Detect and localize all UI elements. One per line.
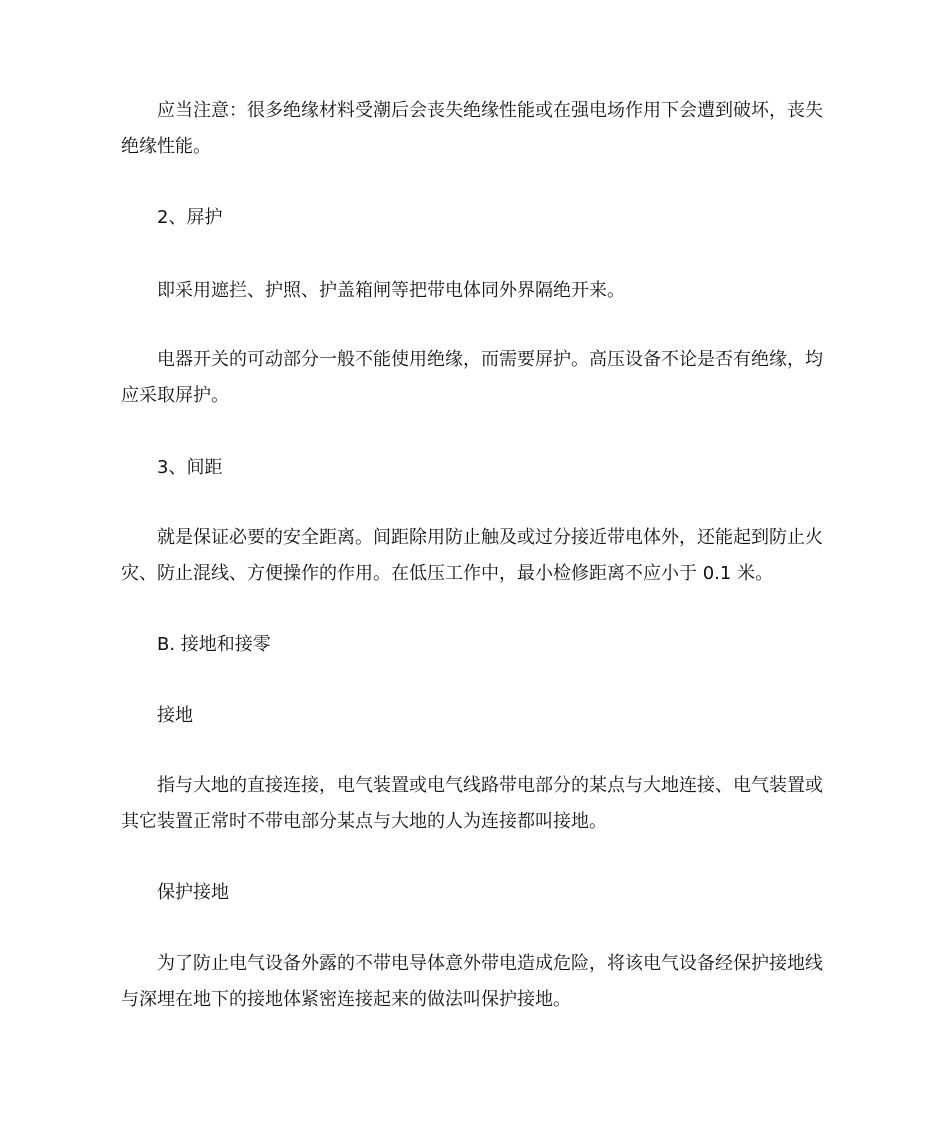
paragraph-spacing-definition: 就是保证必要的安全距离。间距除用防止触及或过分接近带电体外，还能起到防止火灾、防止混线、方便操作的作用。在低压工作中，最小检修距离不应小于 0.1 米。 (121, 527, 823, 584)
heading-protective-grounding: 保护接地 (157, 882, 229, 903)
heading-shielding: 2、屏护 (157, 207, 223, 228)
paragraph-grounding-definition: 指与大地的直接连接，电气装置或电气线路带电部分的某点与大地连接、电气装置或其它装置正常时不带电部分某点与大地的人为连接都叫接地。 (121, 775, 823, 832)
heading-grounding-and-neutral: B. 接地和接零 (157, 634, 271, 655)
heading-grounding: 接地 (157, 705, 193, 726)
paragraph-protective-grounding-definition: 为了防止电气设备外露的不带电导体意外带电造成危险，将该电气设备经保护接地线与深埋在地下的接地体紧密连接起来的做法叫保护接地。 (121, 953, 823, 1010)
heading-spacing: 3、间距 (157, 457, 223, 478)
paragraph-shielding-definition: 即采用遮拦、护照、护盖箱闸等把带电体同外界隔绝开来。 (157, 280, 625, 301)
paragraph-shielding-application: 电器开关的可动部分一般不能使用绝缘，而需要屏护。高压设备不论是否有绝缘，均应采取屏护。 (121, 349, 823, 406)
paragraph-insulation-note: 应当注意：很多绝缘材料受潮后会丧失绝缘性能或在强电场作用下会遭到破坏，丧失绝缘性能。 (121, 100, 823, 157)
